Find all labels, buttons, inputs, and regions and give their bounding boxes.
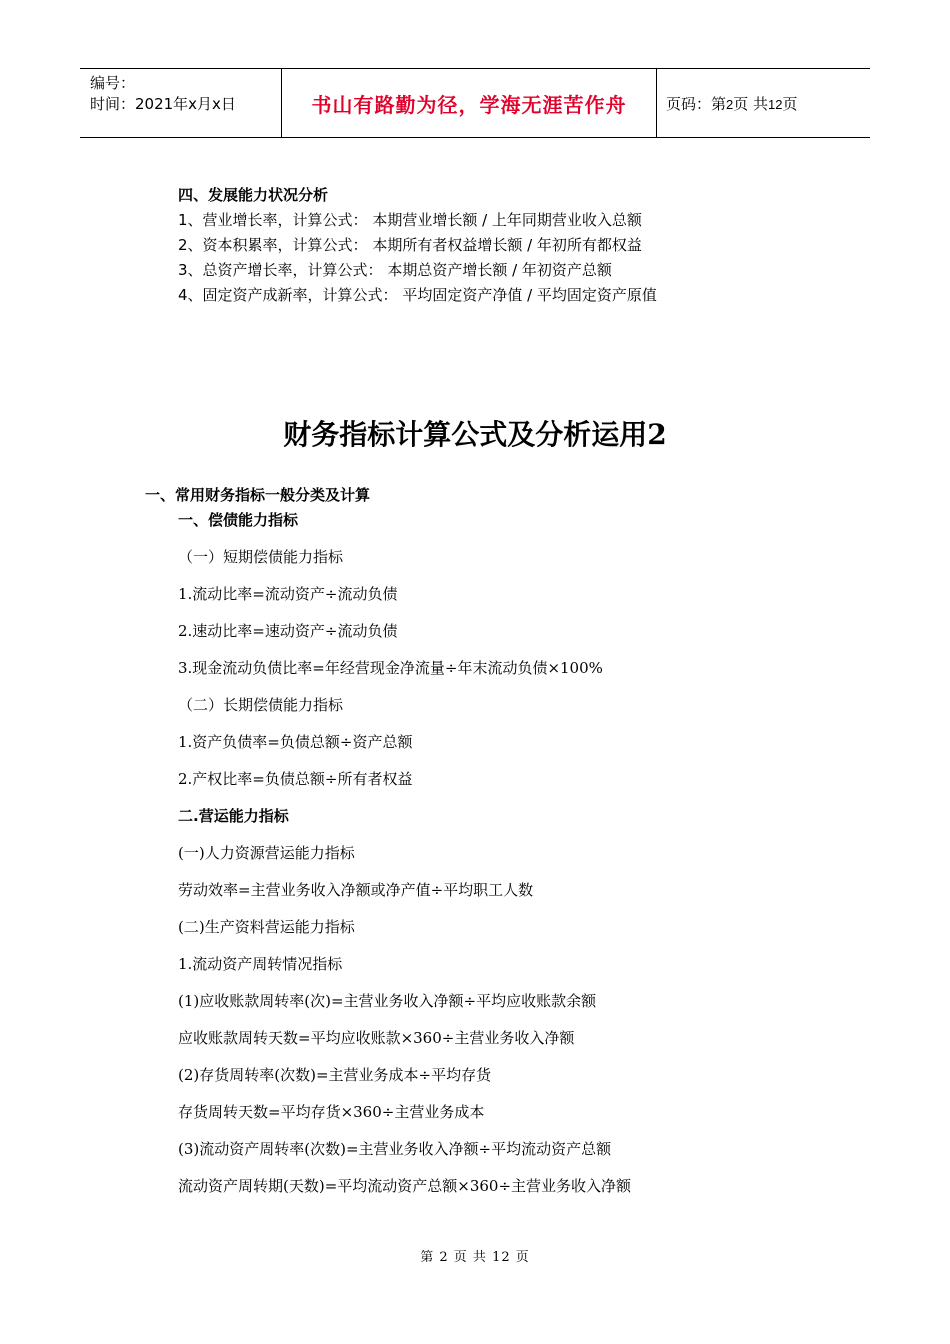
document-title: 财务指标计算公式及分析运用2 xyxy=(283,418,667,451)
heading-operating: 二.营运能力指标 xyxy=(178,807,289,825)
page-number: 2 xyxy=(726,97,734,112)
subheading-long-term: （二）长期偿债能力指标 xyxy=(178,696,344,714)
formula-line: 2.速动比率=速动资产÷流动负债 xyxy=(178,622,398,640)
subheading-human-resources: (一)人力资源营运能力指标 xyxy=(178,844,355,862)
page-total: 12 xyxy=(768,97,783,112)
formula-line: (1)应收账款周转率(次)=主营业务收入净额÷平均应收账款余额 xyxy=(178,992,597,1010)
header-meta xyxy=(90,73,236,115)
formula-line: 1.资产负债率=负债总额÷资产总额 xyxy=(178,733,413,751)
list-item: 3、总资产增长率，计算公式： 本期总资产增长额 / 年初资产总额 xyxy=(178,261,612,279)
subheading-current-assets: 1.流动资产周转情况指标 xyxy=(178,955,343,973)
section-development-capability xyxy=(178,183,657,308)
formula-line: 3.现金流动负债比率=年经营现金净流量÷年末流动负债×100% xyxy=(178,659,603,677)
formula-line: 应收账款周转天数=平均应收账款×360÷主营业务收入净额 xyxy=(178,1029,575,1047)
serial-label: 编号： xyxy=(90,74,136,92)
list-item: 1、营业增长率，计算公式： 本期营业增长额 / 上年同期营业收入总额 xyxy=(178,211,642,229)
footer-mid: 页 共 xyxy=(453,1250,487,1265)
footer-suffix: 页 xyxy=(515,1250,530,1265)
subheading-short-term: （一）短期偿债能力指标 xyxy=(178,548,344,566)
list-item: 4、固定资产成新率，计算公式： 平均固定资产净值 / 平均固定资产原值 xyxy=(178,286,657,304)
formula-line: 存货周转天数=平均存货×360÷主营业务成本 xyxy=(178,1103,485,1121)
formula-line: (2)存货周转率(次数)=主营业务成本÷平均存货 xyxy=(178,1066,492,1084)
formula-line: 2.产权比率=负债总额÷所有者权益 xyxy=(178,770,413,788)
header-motto: 书山有路勤为径，学海无涯苦作舟 xyxy=(311,93,627,117)
subheading-production: (二)生产资料营运能力指标 xyxy=(178,918,355,936)
formula-line: (3)流动资产周转率(次数)=主营业务收入净额÷平均流动资产总额 xyxy=(178,1140,612,1158)
time-label: 时间：2021年x月x日 xyxy=(90,95,236,113)
formula-line: 劳动效率=主营业务收入净额或净产值÷平均职工人数 xyxy=(178,881,534,899)
heading-solvency: 一、偿债能力指标 xyxy=(178,511,299,529)
list-item: 2、资本积累率，计算公式： 本期所有者权益增长额 / 年初所有都权益 xyxy=(178,236,642,254)
page-footer xyxy=(0,1246,950,1265)
page-header xyxy=(80,68,870,138)
section-title: 四、发展能力状况分析 xyxy=(178,186,329,204)
footer-prefix: 第 xyxy=(420,1250,435,1265)
footer-total: 12 xyxy=(492,1250,511,1265)
header-divider xyxy=(656,69,657,137)
formula-line: 流动资产周转期(天数)=平均流动资产总额×360÷主营业务收入净额 xyxy=(178,1177,632,1195)
page-mid: 页 共 xyxy=(733,95,769,113)
footer-page: 2 xyxy=(439,1250,449,1265)
formula-line: 1.流动比率=流动资产÷流动负债 xyxy=(178,585,398,603)
page-suffix: 页 xyxy=(782,95,798,113)
header-page-info xyxy=(666,93,798,114)
category-heading: 一、常用财务指标一般分类及计算 xyxy=(145,486,371,504)
page-prefix: 页码：第 xyxy=(666,95,727,113)
